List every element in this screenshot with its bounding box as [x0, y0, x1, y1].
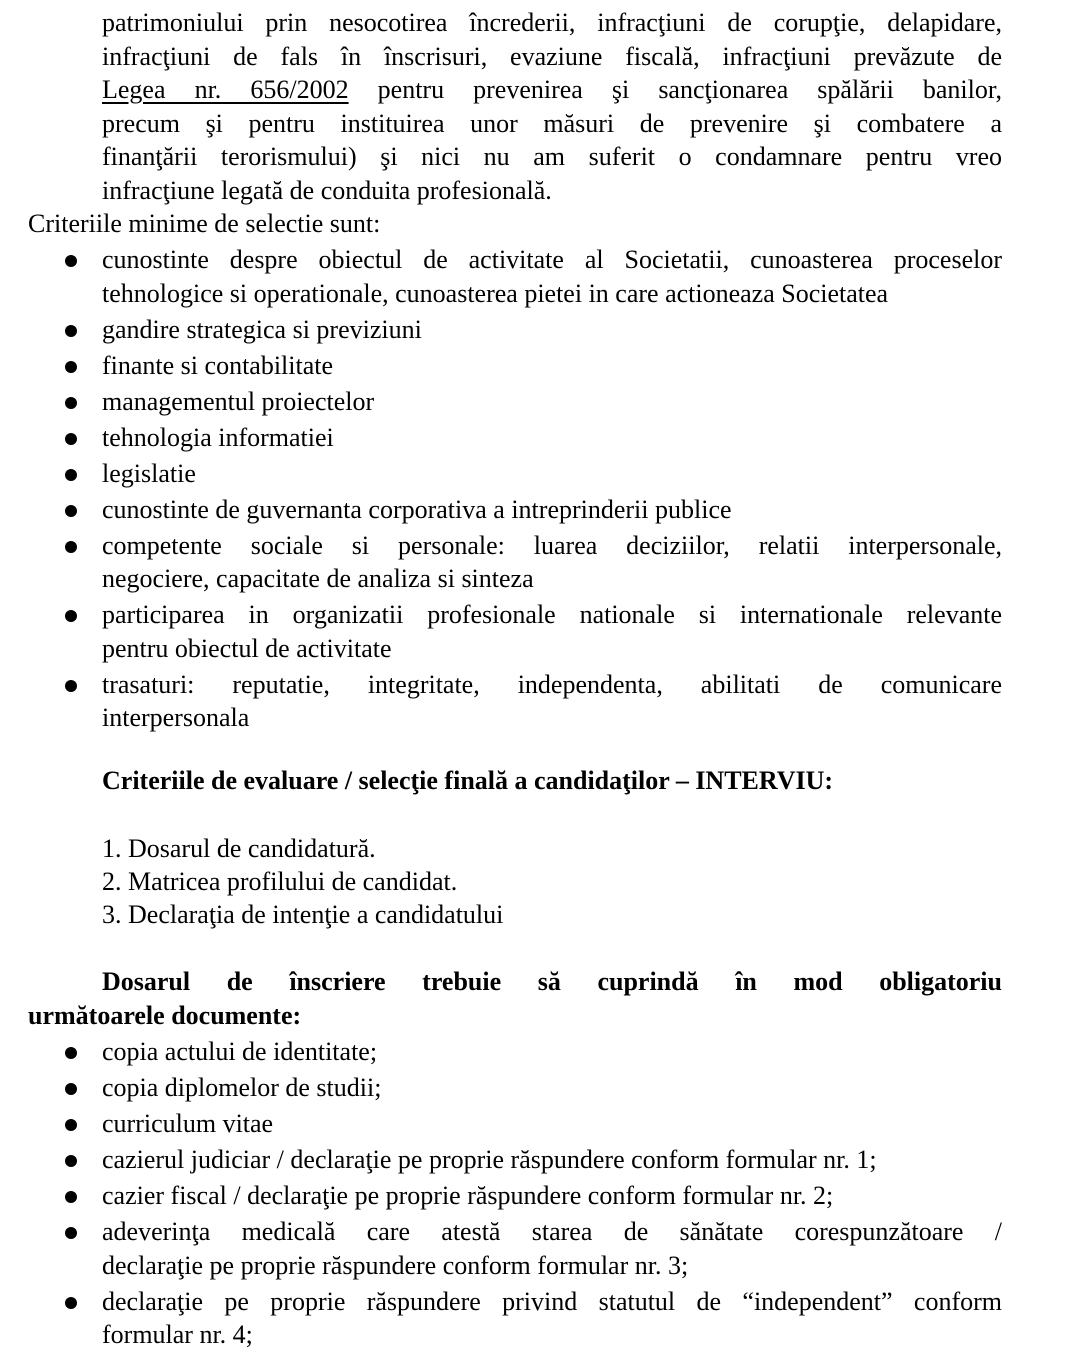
text-line: tehnologice si operationale, cunoasterea pietei in care actioneaza Societatea [102, 278, 889, 308]
list-item-text [102, 313, 1002, 347]
text-line: curriculum vitae [102, 1109, 274, 1138]
text-line: precum şi pentru instituirea unor măsuri de prevenire şi combatere a [102, 108, 1002, 138]
list-item-text [102, 421, 1002, 455]
list-item-text [102, 598, 1002, 665]
list-item-text [102, 1179, 1002, 1213]
intro-paragraph [102, 6, 1002, 207]
dossier-heading-line2 [28, 999, 1002, 1033]
text-line: pentru obiectul de activitate [102, 633, 392, 663]
text-line: cunostinte de guvernanta corporativa a intreprinderii publice [102, 494, 732, 524]
bullet-icon [65, 1083, 77, 1095]
text-line: infracţiuni de fals în înscrisuri, evaziune fiscală, infracţiuni prevăzute de [102, 41, 1002, 71]
text-line: competente sociale si personale: luarea deciziilor, relatii interpersonale, [102, 530, 1002, 560]
text-line: interpersonala [102, 703, 250, 732]
text-line: declaraţie pe proprie răspundere conform formular nr. 3; [102, 1250, 689, 1280]
bullet-icon [65, 1297, 77, 1309]
bullet-icon [65, 433, 77, 445]
numbered-item: 3. Declaraţia de intenţie a candidatului [102, 900, 504, 929]
text-line: participarea in organizatii profesionale nationale si internationale relevante [102, 600, 1002, 629]
bullet-icon [65, 255, 77, 267]
text-line-with-law [102, 73, 1002, 107]
list-item-text [102, 1215, 1002, 1282]
minimum-criteria-heading [28, 207, 1002, 241]
bullet-icon [65, 610, 77, 622]
list-item-text [102, 385, 1002, 419]
list-item-text [102, 1143, 1002, 1177]
text-line: cunostinte despre obiectul de activitate al Societatii, cunoasterea proceselor [102, 245, 1002, 274]
numbered-item: 2. Matricea profilului de candidat. [102, 867, 458, 896]
heading-text: Dosarul de înscriere trebuie să cuprindă în mod obligatoriu [102, 967, 1002, 996]
bullet-icon [65, 325, 77, 337]
text-line: infracţiune legată de conduita profesională. [102, 175, 552, 205]
bullet-icon [65, 1119, 77, 1131]
bullet-icon [65, 1155, 77, 1167]
numbered-item: 1. Dosarul de candidatură. [102, 834, 376, 863]
bullet-icon [65, 541, 77, 553]
list-item-text [102, 1071, 1002, 1105]
bullet-icon [65, 469, 77, 481]
bullet-icon [65, 1047, 77, 1059]
text-line: formular nr. 4; [102, 1320, 253, 1349]
list-item-text [102, 349, 1002, 383]
bullet-icon [65, 680, 77, 692]
list-item-text [102, 1035, 1002, 1069]
heading-text: Criteriile minime de selectie sunt: [28, 209, 381, 238]
text-line: adeverinţa medicală care atestă starea de sănătate corespunzătoare / [102, 1217, 1002, 1246]
bullet-icon [65, 1191, 77, 1203]
text-line: patrimoniului prin nesocotirea încrederii, infracţiuni de corupţie, delapidare, [102, 8, 1002, 37]
text-line: cazier fiscal / declaraţie pe proprie răspundere conform formular nr. 2; [102, 1181, 834, 1210]
bullet-icon [65, 1227, 77, 1239]
list-item-text [102, 1107, 1002, 1141]
heading-text: următoarele documente: [28, 1001, 302, 1030]
text-line: finante si contabilitate [102, 350, 334, 380]
text-line: cazierul judiciar / declaraţie pe proprie răspundere conform formular nr. 1; [102, 1145, 877, 1174]
text-line: copia actului de identitate; [102, 1037, 378, 1066]
text-line: trasaturi: reputatie, integritate, independenta, abilitati de comunicare [102, 669, 1002, 699]
list-item-text [102, 1285, 1002, 1352]
bullet-icon [65, 361, 77, 373]
heading-text: Criteriile de evaluare / selecţie finală a candidaţilor – INTERVIU: [102, 766, 834, 795]
bullet-icon [65, 397, 77, 409]
list-item-text [102, 243, 1002, 310]
bullet-icon [65, 505, 77, 517]
text-fragment: pentru prevenirea şi sancţionarea spălării banilor, [377, 75, 1002, 104]
dossier-heading-line1 [102, 965, 1002, 999]
list-item-text [102, 529, 1002, 596]
list-item-text [102, 457, 1002, 491]
text-line: tehnologia informatiei [102, 422, 334, 452]
text-line: copia diplomelor de studii; [102, 1073, 382, 1102]
text-line: gandire strategica si previziuni [102, 314, 422, 344]
text-line: negociere, capacitate de analiza si sinteza [102, 564, 534, 593]
law-reference-link[interactable]: Legea nr. 656/2002 [102, 75, 349, 104]
text-line: finanţării terorismului) şi nici nu am suferit o condamnare pentru vreo [102, 142, 1002, 171]
list-item-text [102, 668, 1002, 735]
list-item-text [102, 493, 1002, 527]
evaluation-criteria-heading [102, 764, 1002, 798]
text-line: declaraţie pe proprie răspundere privind statutul de “independent” conform [102, 1286, 1002, 1316]
text-line: legislatie [102, 458, 196, 488]
text-line: managementul proiectelor [102, 386, 375, 416]
